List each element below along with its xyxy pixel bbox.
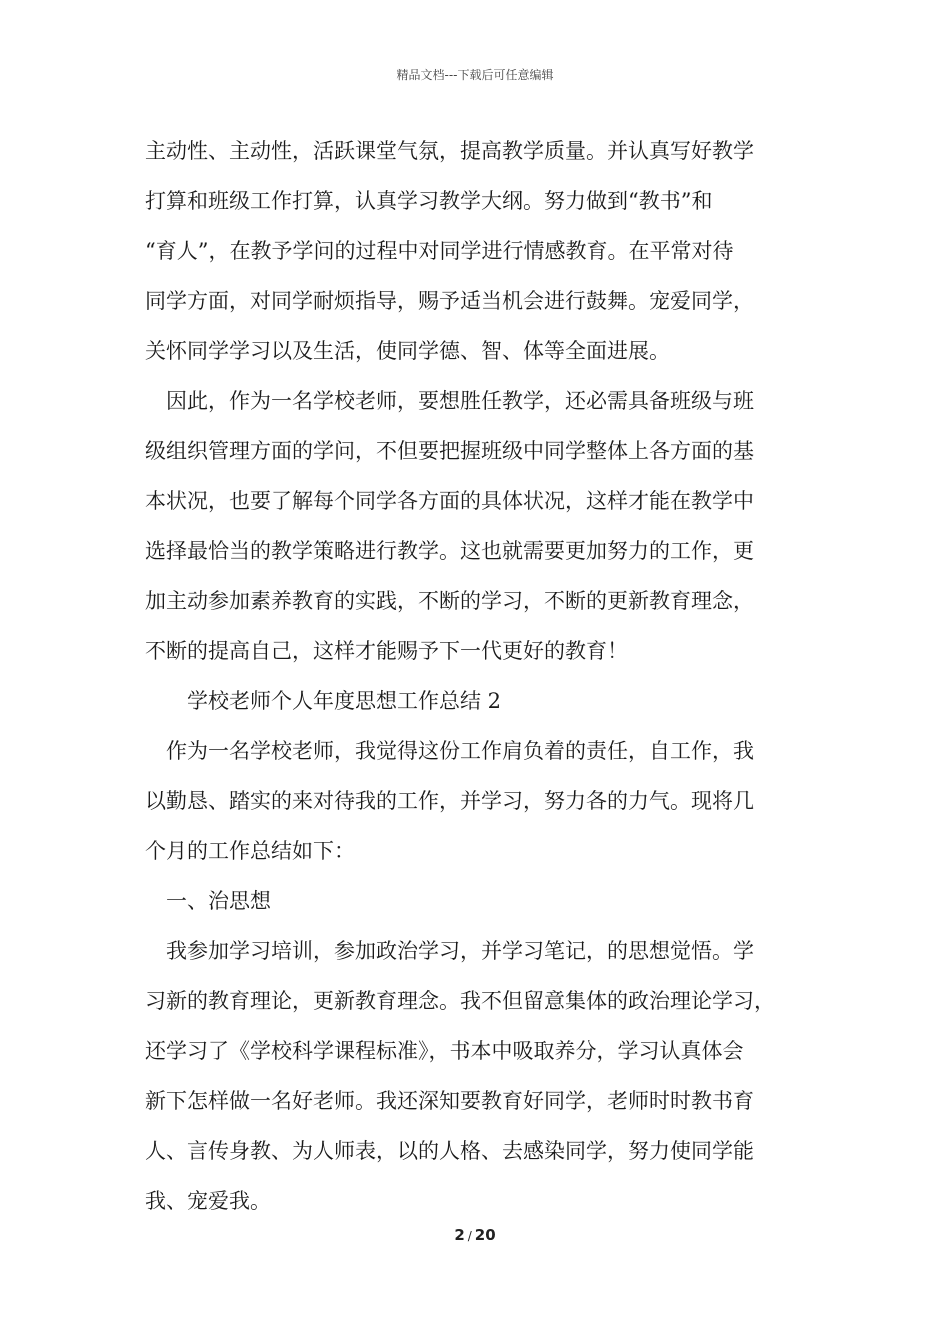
text-line: 还学习了《学校科学课程标准》，书本中吸取养分，学习认真体会	[145, 1039, 744, 1063]
section-title	[145, 676, 817, 726]
text-line: 以勤恳、踏实的来对待我的工作，并学习，努力各的力气。现将几	[145, 789, 754, 813]
paragraph-1	[145, 126, 817, 376]
text-line: 加主动参加素养教育的实践，不断的学习，不断的更新教育理念，	[145, 589, 754, 613]
section-heading: 学校老师个人年度思想工作总结 2	[187, 689, 502, 713]
text-line: 选择最恰当的教学策略进行教学。这也就需要更加努力的工作，更	[145, 539, 754, 563]
text-line: 人、言传身教、为人师表，以的人格、去感染同学，努力使同学能	[145, 1139, 754, 1163]
current-page: 2	[454, 1226, 465, 1244]
text-line: 本状况，也要了解每个同学各方面的具体状况，这样才能在教学中	[145, 489, 754, 513]
text-line: 个月的工作总结如下：	[145, 839, 355, 863]
document-body	[145, 126, 817, 1226]
text-line: 作为一名学校老师，我觉得这份工作肩负着的责任，自工作，我	[166, 739, 754, 763]
paragraph-4	[145, 926, 817, 1226]
paragraph-2	[145, 376, 817, 676]
text-line: 打算和班级工作打算，认真学习教学大纲。努力做到“教书”和	[145, 189, 713, 213]
subheading-text: 一、治思想	[166, 889, 271, 913]
text-line: 因此，作为一名学校老师，要想胜任教学，还必需具备班级与班	[166, 389, 754, 413]
subheading	[145, 876, 817, 926]
text-line: 我参加学习培训，参加政治学习，并学习笔记，的思想觉悟。学	[166, 939, 754, 963]
text-line: 主动性、主动性，活跃课堂气氛，提高教学质量。并认真写好教学	[145, 139, 754, 163]
text-line: 级组织管理方面的学问，不但要把握班级中同学整体上各方面的基	[145, 439, 754, 463]
text-line: 我、宠爱我。	[145, 1189, 271, 1213]
text-line: 同学方面，对同学耐烦指导，赐予适当机会进行鼓舞。宠爱同学，	[145, 289, 754, 313]
text-line: 关怀同学学习以及生活，使同学德、智、体等全面进展。	[145, 339, 670, 363]
text-line: “育人”，在教予学问的过程中对同学进行情感教育。在平常对待	[145, 239, 734, 263]
page-header: 精品文档---下载后可任意编辑	[396, 68, 554, 82]
text-line: 不断的提高自己，这样才能赐予下一代更好的教育！	[145, 639, 628, 663]
total-pages: 20	[474, 1226, 496, 1244]
text-line: 新下怎样做一名好老师。我还深知要教育好同学，老师时时教书育	[145, 1089, 754, 1113]
paragraph-3	[145, 726, 817, 876]
page-separator: /	[467, 1229, 472, 1243]
text-line: 习新的教育理论，更新教育理念。我不但留意集体的政治理论学习，	[145, 989, 775, 1013]
page-number	[0, 1226, 950, 1244]
